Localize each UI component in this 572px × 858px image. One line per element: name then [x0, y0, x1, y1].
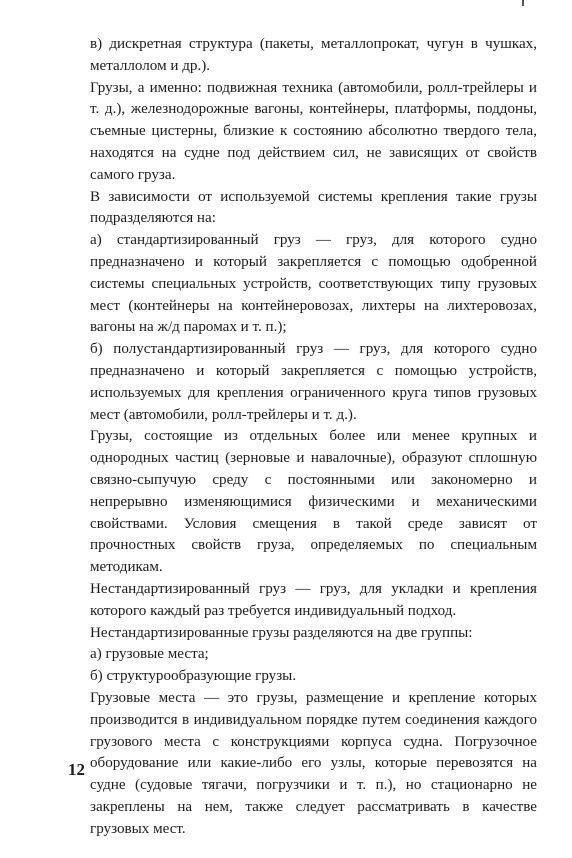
paragraph: Грузовые места — это грузы, размещение и крепление которых производится в индивидуальном порядке путем соединения каждого грузового места с конструкциями корпуса судна. Погрузочное оборудование или какие-либо его узлы, которые перевозятся на судне (судовые тягачи, погрузчики и т. п.), но стационарно не закреплены на нем, также следует рассматривать в качестве грузовых мест. — [90, 689, 537, 837]
paragraph: а) стандартизированный груз — груз, для которого судно предназначено и который закрепляется с помощью одобренной системы специальных устройств, соответствующих типу грузовых мест (контейнеры на контейнеровозах, лихтеры на лихтеровозах, вагоны на ж/д паромах и т. п.); — [90, 232, 537, 336]
page-number: 12 — [68, 760, 85, 779]
paragraph: Грузы, состоящие из отдельных более или менее крупных и однородных частиц (зерновые и навалочные), образуют сплошную связно-сыпучую среду с постоянными или закономерно и непрерывно изменяющимися физическими и механическими свойствами. Условия смещения в такой среде зависят от прочностных свойств груза, определяемых по специальным методикам. — [90, 428, 537, 576]
paragraph: а) грузовые места; — [90, 646, 209, 663]
paragraph: Нестандартизированные грузы разделяются на две группы: — [90, 624, 473, 641]
paragraph: В зависимости от используемой системы крепления такие грузы подразделяются на: — [90, 188, 537, 227]
paragraph: в) дискретная структура (пакеты, металлопрокат, чугун в чушках, металлолом и др.). — [90, 36, 537, 74]
paragraph: Нестандартизированный груз — груз, для укладки и крепления которого каждый раз требуется индивидуальный подход. — [90, 580, 537, 619]
paragraph: б) структурообразующие грузы. — [90, 668, 297, 685]
paragraph: б) полустандартизированный груз — груз, для которого судно предназначено и который закрепляется с помощью устройств, используемых для крепления ограниченного круга типов грузовых мест (автомобили, ролл-трейлеры и т. д.). — [90, 341, 537, 423]
scan-corner-mark — [522, 0, 524, 6]
page-body — [90, 34, 537, 840]
paragraph: Грузы, а именно: подвижная техника (автомобили, ролл-трейлеры и т. д.), железнодорожные вагоны, контейнеры, платформы, поддоны, съемные цистерны, близкие к состоянию абсолютно твердого тела, находятся на судне под действием сил, не зависящих от свойств самого груза. — [90, 79, 537, 183]
